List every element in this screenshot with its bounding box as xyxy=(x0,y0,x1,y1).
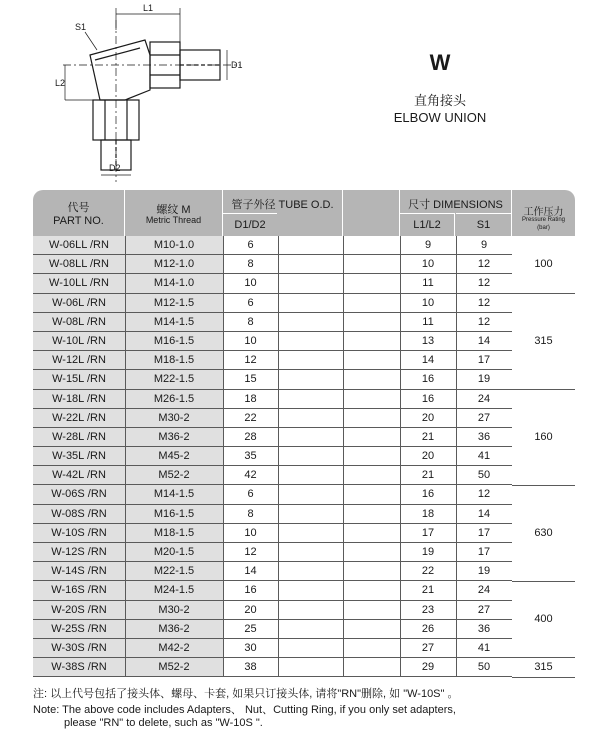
table-row xyxy=(33,485,575,504)
l1-l2-cell: 21 xyxy=(421,469,435,482)
s1-cell: 41 xyxy=(477,641,491,654)
part-no-cell: W-10L /RN xyxy=(33,332,125,350)
l1-l2-cell: 20 xyxy=(421,411,435,424)
table-row xyxy=(33,620,575,639)
column-divider xyxy=(125,236,126,677)
l1-l2-cell: 21 xyxy=(421,430,435,443)
l1-l2-cell: 26 xyxy=(421,622,435,635)
tube-od-cell: 42 xyxy=(244,469,257,482)
tube-od-cell: 16 xyxy=(244,584,257,597)
header-pressure xyxy=(512,190,575,236)
s1-cell: 50 xyxy=(477,661,491,674)
column-divider xyxy=(278,236,279,677)
drawing-label-l2: L2 xyxy=(55,78,66,88)
l1-l2-cell: 10 xyxy=(421,258,435,271)
header-tube-od xyxy=(223,190,343,236)
tube-od-cell: 8 xyxy=(247,507,254,520)
pressure-cell: 100 xyxy=(512,236,575,294)
s1-cell: 12 xyxy=(477,315,491,328)
tube-od-cell: 10 xyxy=(244,277,257,290)
thread-cell: M14-1.5 xyxy=(125,485,223,503)
s1-cell: 12 xyxy=(477,258,491,271)
thread-cell: M30-2 xyxy=(125,409,223,427)
s1-cell: 9 xyxy=(480,239,488,251)
thread-cell: M45-2 xyxy=(125,447,223,465)
header-part-cn: 代号 xyxy=(67,202,90,214)
s1-cell: 24 xyxy=(477,392,491,405)
s1-cell: 24 xyxy=(477,584,491,597)
s1-cell: 50 xyxy=(477,469,491,482)
s1-cell: 19 xyxy=(477,565,491,578)
tube-od-cell: 30 xyxy=(244,641,257,654)
tube-od-cell: 28 xyxy=(244,430,257,443)
table-row xyxy=(33,639,575,658)
table-row xyxy=(33,332,575,351)
l1-l2-cell: 13 xyxy=(421,334,435,347)
part-no-cell: W-08L /RN xyxy=(33,313,125,331)
tube-od-cell: 8 xyxy=(247,315,254,328)
thread-cell: M10-1.0 xyxy=(125,236,223,254)
thread-cell: M22-1.5 xyxy=(125,562,223,580)
part-no-cell: W-42L /RN xyxy=(33,466,125,484)
part-no-cell: W-14S /RN xyxy=(33,562,125,580)
table-row xyxy=(33,601,575,620)
s1-cell: 14 xyxy=(477,507,491,520)
s1-cell: 41 xyxy=(477,450,491,463)
tube-od-cell: 12 xyxy=(244,354,257,367)
product-name-cn: 直角接头 xyxy=(413,93,466,108)
header-dim-s: S1 xyxy=(456,213,511,237)
table-row xyxy=(33,409,575,428)
tube-od-cell: 10 xyxy=(244,334,257,347)
pressure-cell: 630 xyxy=(512,486,575,582)
part-no-cell: W-20S /RN xyxy=(33,601,125,619)
header-thread-cn: 螺纹 M xyxy=(156,204,191,216)
thread-cell: M20-1.5 xyxy=(125,543,223,561)
s1-cell: 17 xyxy=(477,526,491,539)
table-row xyxy=(33,313,575,332)
product-name-en: ELBOW UNION xyxy=(393,110,487,125)
table-row xyxy=(33,274,575,293)
tube-od-cell: 18 xyxy=(244,392,257,405)
column-divider xyxy=(343,236,344,677)
l1-l2-cell: 17 xyxy=(421,526,435,539)
part-no-cell: W-08LL /RN xyxy=(33,255,125,273)
elbow-union-drawing xyxy=(55,0,265,185)
column-divider xyxy=(456,236,457,677)
part-no-cell: W-10LL /RN xyxy=(33,274,125,292)
table-row xyxy=(33,466,575,485)
part-no-cell: W-25S /RN xyxy=(33,620,125,638)
drawing-label-d2: D2 xyxy=(109,163,121,173)
l1-l2-cell: 19 xyxy=(421,546,435,558)
table-header xyxy=(33,190,575,236)
table-row xyxy=(33,255,575,274)
header-thread-en: Metric Thread xyxy=(145,215,202,225)
thread-cell: M42-2 xyxy=(125,639,223,657)
thread-cell: M12-1.5 xyxy=(125,294,223,312)
l1-l2-cell: 16 xyxy=(421,488,435,501)
l1-l2-cell: 21 xyxy=(421,584,435,597)
thread-cell: M16-1.5 xyxy=(125,505,223,523)
header-pressure-cn: 工作压力 xyxy=(523,207,564,218)
part-no-cell: W-08S /RN xyxy=(33,505,125,523)
l1-l2-cell: 27 xyxy=(421,641,435,654)
header-dimensions xyxy=(400,190,512,236)
s1-cell: 36 xyxy=(477,430,491,443)
l1-l2-cell: 10 xyxy=(421,296,435,309)
table-row xyxy=(33,581,575,600)
s1-cell: 27 xyxy=(477,411,491,424)
product-code: W xyxy=(429,50,451,75)
thread-cell: M52-2 xyxy=(125,466,223,484)
note-en-line2: please "RN" to delete, such as "W-10S ". xyxy=(64,717,263,729)
thread-cell: M36-2 xyxy=(125,620,223,638)
thread-cell: M12-1.0 xyxy=(125,255,223,273)
part-no-cell: W-18L /RN xyxy=(33,390,125,408)
part-no-cell: W-35L /RN xyxy=(33,447,125,465)
tube-od-cell: 38 xyxy=(244,661,257,674)
thread-cell: M14-1.0 xyxy=(125,274,223,292)
l1-l2-cell: 11 xyxy=(422,277,434,290)
part-no-cell: W-22L /RN xyxy=(33,409,125,427)
table-row xyxy=(33,351,575,370)
l1-l2-cell: 29 xyxy=(421,661,435,674)
pressure-cell: 400 xyxy=(512,582,575,659)
table-row xyxy=(33,390,575,409)
header-blank xyxy=(343,190,400,236)
s1-cell: 17 xyxy=(477,354,491,367)
part-no-cell: W-30S /RN xyxy=(33,639,125,657)
table-row xyxy=(33,505,575,524)
header-part-no xyxy=(33,190,125,236)
s1-cell: 17 xyxy=(477,546,491,558)
part-no-cell: W-28L /RN xyxy=(33,428,125,446)
pressure-cell: 160 xyxy=(512,390,575,486)
l1-l2-cell: 23 xyxy=(421,603,435,616)
part-no-cell: W-10S /RN xyxy=(33,524,125,542)
part-no-cell: W-12L /RN xyxy=(33,351,125,369)
l1-l2-cell: 18 xyxy=(421,507,435,520)
l1-l2-cell: 20 xyxy=(421,450,435,463)
tube-od-cell: 6 xyxy=(247,296,254,309)
header-pressure-unit: (bar) xyxy=(537,225,550,231)
l1-l2-cell: 16 xyxy=(421,392,435,405)
tube-od-cell: 10 xyxy=(244,526,257,539)
note-cn: 注: 以上代号包括了接头体、螺母、卡套, 如果只订接头体, 请将"RN"删除, 如 "W-10S" 。 xyxy=(33,688,459,700)
s1-cell: 12 xyxy=(477,296,491,309)
header-tube-title: 管子外径 TUBE O.D. xyxy=(231,199,334,211)
column-divider xyxy=(400,236,401,677)
header-tube-sub: D1/D2 xyxy=(223,213,277,237)
thread-cell: M24-1.5 xyxy=(125,581,223,599)
table-row xyxy=(33,447,575,466)
table-row xyxy=(33,236,575,255)
specification-table xyxy=(33,190,575,677)
part-no-cell: W-06L /RN xyxy=(33,294,125,312)
part-no-cell: W-06S /RN xyxy=(33,485,125,503)
s1-cell: 14 xyxy=(477,334,491,347)
part-no-cell: W-15L /RN xyxy=(33,370,125,388)
thread-cell: M22-1.5 xyxy=(125,370,223,388)
tube-od-cell: 20 xyxy=(244,603,257,616)
l1-l2-cell: 9 xyxy=(424,239,432,251)
table-row xyxy=(33,524,575,543)
part-no-cell: W-12S /RN xyxy=(33,543,125,561)
drawing-label-s1: S1 xyxy=(75,22,87,32)
thread-cell: M36-2 xyxy=(125,428,223,446)
l1-l2-cell: 11 xyxy=(422,315,434,328)
pressure-cell: 315 xyxy=(512,294,575,390)
tube-od-cell: 15 xyxy=(244,373,257,386)
header-pressure-en: Pressure Rating xyxy=(521,217,566,223)
table-row xyxy=(33,543,575,562)
tube-od-cell: 6 xyxy=(247,488,254,501)
s1-cell: 12 xyxy=(477,277,491,290)
table-row xyxy=(33,370,575,389)
tube-od-cell: 22 xyxy=(244,411,257,424)
s1-cell: 12 xyxy=(477,488,491,501)
thread-cell: M26-1.5 xyxy=(125,390,223,408)
part-no-cell: W-16S /RN xyxy=(33,581,125,599)
l1-l2-cell: 22 xyxy=(421,565,435,578)
s1-cell: 27 xyxy=(477,603,491,616)
thread-cell: M18-1.5 xyxy=(125,524,223,542)
table-row xyxy=(33,658,575,677)
note-en-line1: Note: The above code includes Adapters、 Nut、Cutting Ring, if you only set adapters, xyxy=(33,704,456,716)
table-body xyxy=(33,236,575,677)
l1-l2-cell: 16 xyxy=(421,373,435,386)
header-dim-title: 尺寸 DIMENSIONS xyxy=(408,199,503,211)
tube-od-cell: 35 xyxy=(244,450,257,463)
header-dim-l: L1/L2 xyxy=(400,213,455,237)
thread-cell: M16-1.5 xyxy=(125,332,223,350)
thread-cell: M52-2 xyxy=(125,658,223,676)
thread-cell: M30-2 xyxy=(125,601,223,619)
thread-cell: M14-1.5 xyxy=(125,313,223,331)
column-divider xyxy=(223,236,224,677)
table-row xyxy=(33,428,575,447)
header-part-en: PART NO. xyxy=(53,215,104,227)
thread-cell: M18-1.5 xyxy=(125,351,223,369)
tube-od-cell: 6 xyxy=(247,239,254,251)
pressure-cell: 315 xyxy=(512,658,575,677)
elbow-union-schematic xyxy=(55,0,265,185)
drawing-label-d1: D1 xyxy=(231,60,243,70)
part-no-cell: W-06LL /RN xyxy=(33,236,125,254)
tube-od-cell: 8 xyxy=(247,258,254,271)
drawing-label-l1: L1 xyxy=(143,3,154,13)
tube-od-cell: 12 xyxy=(244,546,257,558)
table-row xyxy=(33,562,575,581)
header-thread xyxy=(125,190,223,236)
s1-cell: 19 xyxy=(477,373,491,386)
l1-l2-cell: 14 xyxy=(421,354,435,367)
s1-cell: 36 xyxy=(477,622,491,635)
tube-od-cell: 25 xyxy=(244,622,257,635)
tube-od-cell: 14 xyxy=(244,565,257,578)
part-no-cell: W-38S /RN xyxy=(33,658,125,676)
table-row xyxy=(33,294,575,313)
